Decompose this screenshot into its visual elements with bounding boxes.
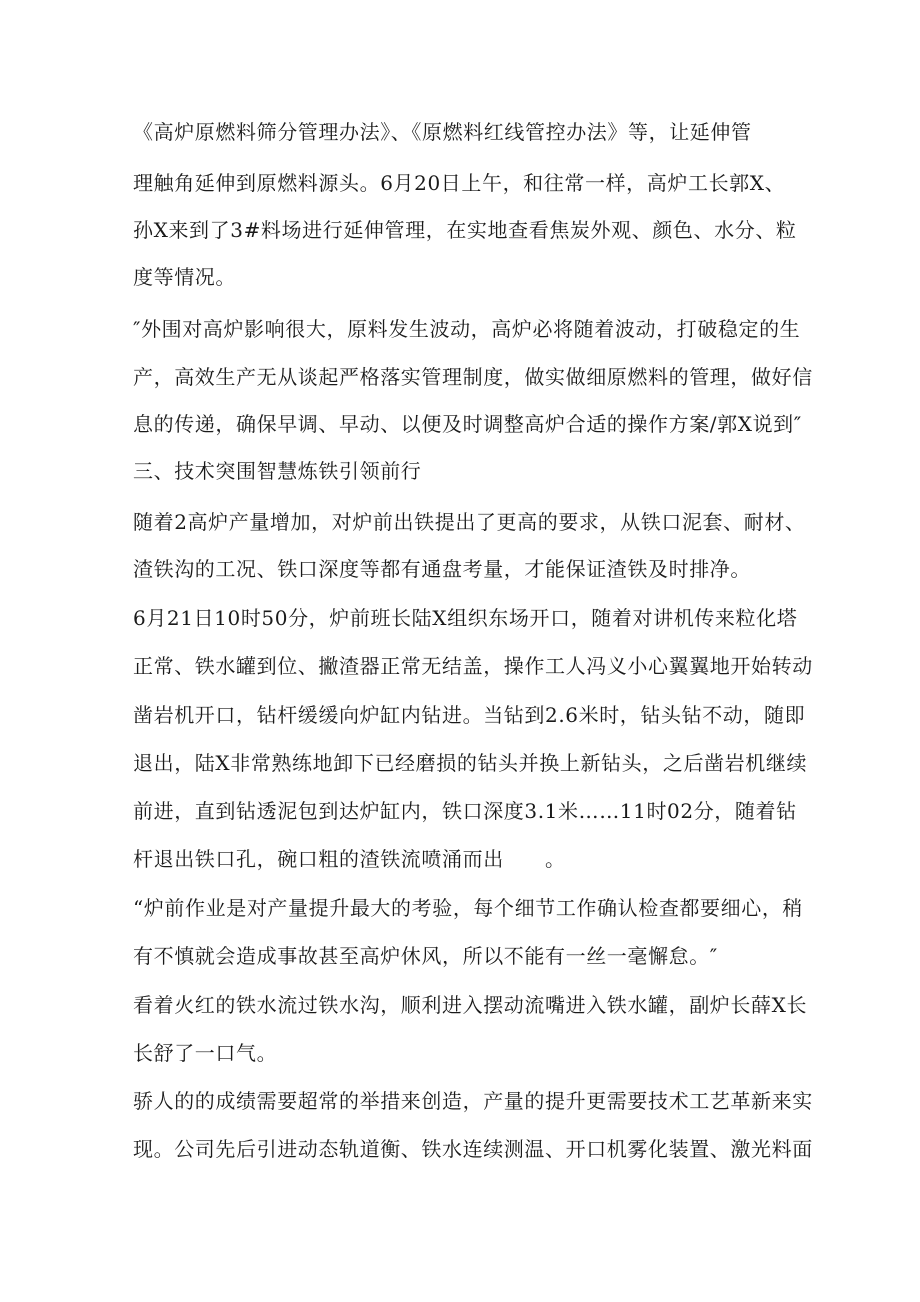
text-line: 产，高效生产无从谈起严格落实管理制度，做实做细原燃料的管理，做好信 [133, 365, 813, 389]
text-line: 退出，陆X非常熟练地卸下已经磨损的钻头并换上新钻头，之后凿岩机继续 [133, 751, 808, 775]
text-line: 凿岩机开口，钻杆缓缓向炉缸内钻进。当钻到2.6米时，钻头钻不动，随即 [133, 703, 806, 727]
text-line: 度等情况。 [133, 265, 236, 289]
text-line: 渣铁沟的工况、铁口深度等都有通盘考量，才能保证渣铁及时排净。 [133, 557, 751, 581]
text-line: 息的传递，确保早调、早动、以便及时调整高炉合适的操作方案/郭X说到″ [133, 412, 802, 436]
text-line: 有不慎就会造成事故甚至高炉休风，所以不能有一丝一毫懈怠。″ [133, 944, 718, 968]
text-line: 正常、铁水罐到位、撇渣器正常无结盖，操作工人冯义小心翼翼地开始转动 [133, 654, 813, 678]
text-line: 看着火红的铁水流过铁水沟，顺利进入摆动流嘴进入铁水罐，副炉长薛X长 [133, 993, 808, 1017]
text-line: 现。公司先后引进动态轨道衡、铁水连续测温、开口机雾化装置、激光料面 [133, 1137, 813, 1161]
text-line: 长舒了一口气。 [133, 1041, 278, 1065]
text-line: 理触角延伸到原燃料源头。6月20日上午，和往常一样，高炉工长郭X、 [133, 171, 786, 195]
text-line: 随着2高炉产量增加，对炉前出铁提出了更高的要求，从铁口泥套、耐材、 [133, 510, 806, 534]
text-line: 6月21日10时50分，炉前班长陆X组织东场开口，随着对讲机传来粒化塔 [133, 606, 798, 630]
section-heading: 三、技术突围智慧炼铁引领前行 [133, 459, 422, 483]
text-line: 杆退出铁口孔，碗口粗的渣铁流喷涌而出 。 [133, 847, 566, 871]
text-line: 前进，直到钻透泥包到达炉缸内，铁口深度3.1米……11时02分，随着钻 [133, 799, 797, 823]
text-line: ″外围对高炉影响很大，原料发生波动，高炉必将随着波动，打破稳定的生 [133, 317, 801, 341]
text-line: 《高炉原燃料筛分管理办法》、《原燃料红线管控办法》等，让延伸管 [133, 120, 752, 144]
text-line: “炉前作业是对产量提升最大的考验，每个细节工作确认检查都要细心，稍 [133, 896, 804, 920]
text-line: 孙X来到了3#料场进行延伸管理，在实地查看焦炭外观、颜色、水分、粒 [133, 218, 797, 242]
text-line: 骄人的的成绩需要超常的举措来创造，产量的提升更需要技术工艺革新来实 [133, 1089, 813, 1113]
